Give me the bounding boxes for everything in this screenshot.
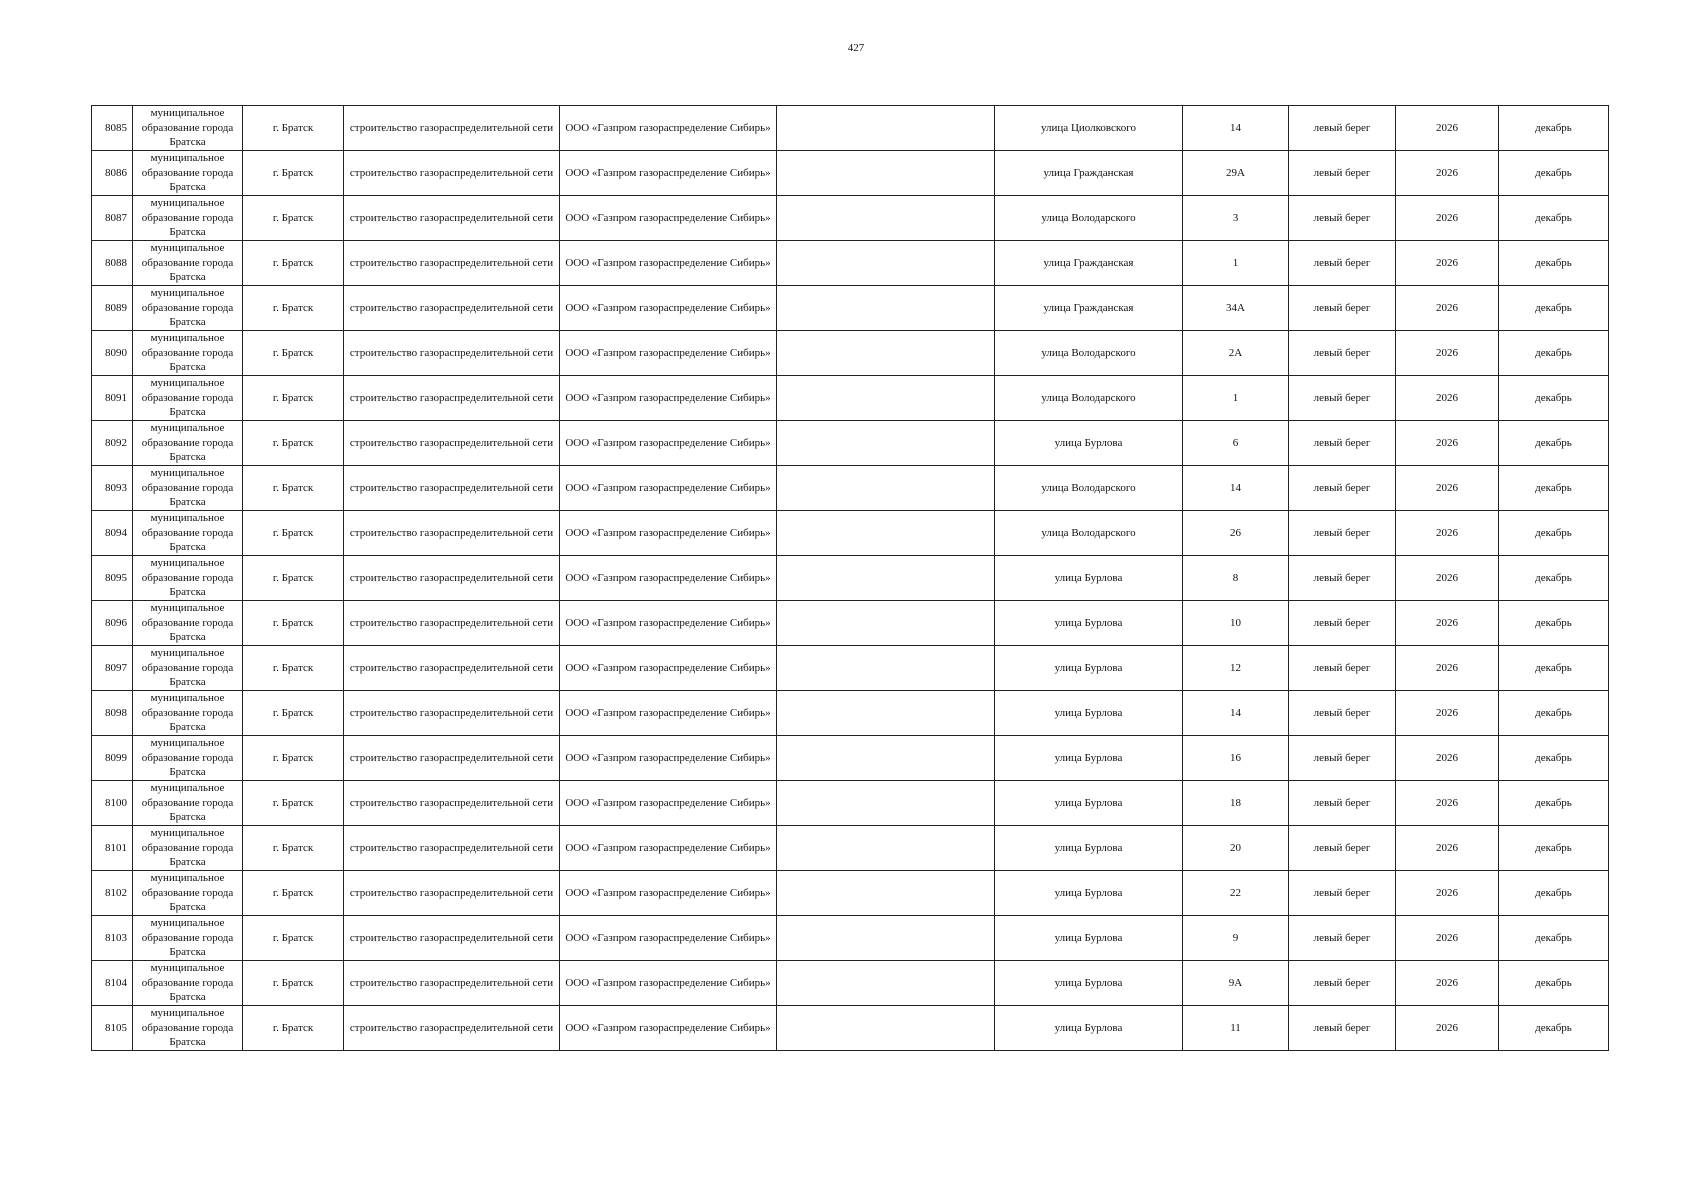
month-cell: декабрь	[1499, 466, 1609, 511]
settlement-cell: г. Братск	[243, 961, 344, 1006]
house-number-cell: 26	[1183, 511, 1289, 556]
operator-cell: ООО «Газпром газораспределение Сибирь»	[560, 1006, 777, 1051]
table-row	[92, 151, 1609, 196]
month-cell: декабрь	[1499, 106, 1609, 151]
house-number-cell: 2А	[1183, 331, 1289, 376]
street-cell: улица Володарского	[995, 196, 1183, 241]
empty-cell	[777, 376, 995, 421]
operator-cell: ООО «Газпром газораспределение Сибирь»	[560, 961, 777, 1006]
year-cell: 2026	[1396, 106, 1499, 151]
street-cell: улица Бурлова	[995, 1006, 1183, 1051]
street-cell: улица Володарского	[995, 466, 1183, 511]
settlement-cell: г. Братск	[243, 781, 344, 826]
empty-cell	[777, 961, 995, 1006]
month-cell: декабрь	[1499, 871, 1609, 916]
settlement-cell: г. Братск	[243, 421, 344, 466]
year-cell: 2026	[1396, 151, 1499, 196]
row-number-cell: 8105	[92, 1006, 133, 1051]
street-cell: улица Володарского	[995, 376, 1183, 421]
district-cell: левый берег	[1289, 331, 1396, 376]
year-cell: 2026	[1396, 1006, 1499, 1051]
settlement-cell: г. Братск	[243, 736, 344, 781]
house-number-cell: 18	[1183, 781, 1289, 826]
empty-cell	[777, 556, 995, 601]
empty-cell	[777, 196, 995, 241]
house-number-cell: 9	[1183, 916, 1289, 961]
street-cell: улица Бурлова	[995, 871, 1183, 916]
row-number-cell: 8086	[92, 151, 133, 196]
house-number-cell: 10	[1183, 601, 1289, 646]
operator-cell: ООО «Газпром газораспределение Сибирь»	[560, 736, 777, 781]
table-row	[92, 601, 1609, 646]
row-number-cell: 8090	[92, 331, 133, 376]
operator-cell: ООО «Газпром газораспределение Сибирь»	[560, 241, 777, 286]
table-row	[92, 556, 1609, 601]
year-cell: 2026	[1396, 196, 1499, 241]
district-cell: левый берег	[1289, 961, 1396, 1006]
operator-cell: ООО «Газпром газораспределение Сибирь»	[560, 826, 777, 871]
street-cell: улица Циолковского	[995, 106, 1183, 151]
year-cell: 2026	[1396, 871, 1499, 916]
empty-cell	[777, 601, 995, 646]
house-number-cell: 9А	[1183, 961, 1289, 1006]
house-number-cell: 3	[1183, 196, 1289, 241]
empty-cell	[777, 1006, 995, 1051]
table-row	[92, 511, 1609, 556]
municipality-cell: муниципальное образование города Братска	[133, 511, 243, 556]
empty-cell	[777, 736, 995, 781]
empty-cell	[777, 826, 995, 871]
work-type-cell: строительство газораспределительной сети	[344, 691, 560, 736]
empty-cell	[777, 331, 995, 376]
table-row	[92, 331, 1609, 376]
municipality-cell: муниципальное образование города Братска	[133, 781, 243, 826]
month-cell: декабрь	[1499, 331, 1609, 376]
settlement-cell: г. Братск	[243, 556, 344, 601]
street-cell: улица Бурлова	[995, 601, 1183, 646]
year-cell: 2026	[1396, 376, 1499, 421]
row-number-cell: 8085	[92, 106, 133, 151]
empty-cell	[777, 691, 995, 736]
month-cell: декабрь	[1499, 916, 1609, 961]
month-cell: декабрь	[1499, 241, 1609, 286]
settlement-cell: г. Братск	[243, 1006, 344, 1051]
street-cell: улица Бурлова	[995, 691, 1183, 736]
municipality-cell: муниципальное образование города Братска	[133, 556, 243, 601]
municipality-cell: муниципальное образование города Братска	[133, 961, 243, 1006]
year-cell: 2026	[1396, 961, 1499, 1006]
district-cell: левый берег	[1289, 601, 1396, 646]
table-row	[92, 961, 1609, 1006]
settlement-cell: г. Братск	[243, 601, 344, 646]
table-row	[92, 241, 1609, 286]
settlement-cell: г. Братск	[243, 691, 344, 736]
street-cell: улица Гражданская	[995, 286, 1183, 331]
year-cell: 2026	[1396, 511, 1499, 556]
municipality-cell: муниципальное образование города Братска	[133, 151, 243, 196]
month-cell: декабрь	[1499, 286, 1609, 331]
year-cell: 2026	[1396, 466, 1499, 511]
house-number-cell: 16	[1183, 736, 1289, 781]
year-cell: 2026	[1396, 601, 1499, 646]
row-number-cell: 8101	[92, 826, 133, 871]
house-number-cell: 1	[1183, 376, 1289, 421]
street-cell: улица Володарского	[995, 511, 1183, 556]
house-number-cell: 29А	[1183, 151, 1289, 196]
work-type-cell: строительство газораспределительной сети	[344, 601, 560, 646]
work-type-cell: строительство газораспределительной сети	[344, 871, 560, 916]
district-cell: левый берег	[1289, 511, 1396, 556]
house-number-cell: 6	[1183, 421, 1289, 466]
operator-cell: ООО «Газпром газораспределение Сибирь»	[560, 286, 777, 331]
district-cell: левый берег	[1289, 556, 1396, 601]
municipality-cell: муниципальное образование города Братска	[133, 241, 243, 286]
gasification-schedule-table	[91, 105, 1609, 1051]
settlement-cell: г. Братск	[243, 286, 344, 331]
row-number-cell: 8096	[92, 601, 133, 646]
district-cell: левый берег	[1289, 196, 1396, 241]
operator-cell: ООО «Газпром газораспределение Сибирь»	[560, 556, 777, 601]
street-cell: улица Бурлова	[995, 736, 1183, 781]
municipality-cell: муниципальное образование города Братска	[133, 196, 243, 241]
table-row	[92, 466, 1609, 511]
house-number-cell: 11	[1183, 1006, 1289, 1051]
district-cell: левый берег	[1289, 151, 1396, 196]
settlement-cell: г. Братск	[243, 511, 344, 556]
street-cell: улица Бурлова	[995, 421, 1183, 466]
row-number-cell: 8088	[92, 241, 133, 286]
row-number-cell: 8094	[92, 511, 133, 556]
district-cell: левый берег	[1289, 241, 1396, 286]
work-type-cell: строительство газораспределительной сети	[344, 286, 560, 331]
row-number-cell: 8104	[92, 961, 133, 1006]
table-row	[92, 1006, 1609, 1051]
municipality-cell: муниципальное образование города Братска	[133, 106, 243, 151]
municipality-cell: муниципальное образование города Братска	[133, 331, 243, 376]
year-cell: 2026	[1396, 331, 1499, 376]
table-body	[92, 106, 1609, 1051]
work-type-cell: строительство газораспределительной сети	[344, 511, 560, 556]
municipality-cell: муниципальное образование города Братска	[133, 691, 243, 736]
municipality-cell: муниципальное образование города Братска	[133, 736, 243, 781]
month-cell: декабрь	[1499, 781, 1609, 826]
empty-cell	[777, 781, 995, 826]
district-cell: левый берег	[1289, 1006, 1396, 1051]
house-number-cell: 20	[1183, 826, 1289, 871]
work-type-cell: строительство газораспределительной сети	[344, 1006, 560, 1051]
work-type-cell: строительство газораспределительной сети	[344, 826, 560, 871]
house-number-cell: 14	[1183, 466, 1289, 511]
district-cell: левый берег	[1289, 106, 1396, 151]
street-cell: улица Бурлова	[995, 961, 1183, 1006]
table-row	[92, 916, 1609, 961]
row-number-cell: 8095	[92, 556, 133, 601]
year-cell: 2026	[1396, 286, 1499, 331]
settlement-cell: г. Братск	[243, 466, 344, 511]
year-cell: 2026	[1396, 781, 1499, 826]
house-number-cell: 1	[1183, 241, 1289, 286]
work-type-cell: строительство газораспределительной сети	[344, 646, 560, 691]
municipality-cell: муниципальное образование города Братска	[133, 916, 243, 961]
month-cell: декабрь	[1499, 151, 1609, 196]
month-cell: декабрь	[1499, 376, 1609, 421]
work-type-cell: строительство газораспределительной сети	[344, 196, 560, 241]
operator-cell: ООО «Газпром газораспределение Сибирь»	[560, 871, 777, 916]
table-row	[92, 196, 1609, 241]
house-number-cell: 22	[1183, 871, 1289, 916]
district-cell: левый берег	[1289, 466, 1396, 511]
district-cell: левый берег	[1289, 916, 1396, 961]
operator-cell: ООО «Газпром газораспределение Сибирь»	[560, 196, 777, 241]
table-row	[92, 106, 1609, 151]
row-number-cell: 8103	[92, 916, 133, 961]
work-type-cell: строительство газораспределительной сети	[344, 241, 560, 286]
table-row	[92, 691, 1609, 736]
settlement-cell: г. Братск	[243, 376, 344, 421]
row-number-cell: 8087	[92, 196, 133, 241]
street-cell: улица Бурлова	[995, 646, 1183, 691]
street-cell: улица Бурлова	[995, 916, 1183, 961]
settlement-cell: г. Братск	[243, 916, 344, 961]
work-type-cell: строительство газораспределительной сети	[344, 781, 560, 826]
page-number: 427	[847, 42, 865, 54]
operator-cell: ООО «Газпром газораспределение Сибирь»	[560, 781, 777, 826]
row-number-cell: 8091	[92, 376, 133, 421]
table-row	[92, 646, 1609, 691]
month-cell: декабрь	[1499, 691, 1609, 736]
district-cell: левый берег	[1289, 646, 1396, 691]
row-number-cell: 8099	[92, 736, 133, 781]
work-type-cell: строительство газораспределительной сети	[344, 961, 560, 1006]
empty-cell	[777, 151, 995, 196]
settlement-cell: г. Братск	[243, 196, 344, 241]
house-number-cell: 34А	[1183, 286, 1289, 331]
empty-cell	[777, 511, 995, 556]
month-cell: декабрь	[1499, 961, 1609, 1006]
street-cell: улица Бурлова	[995, 556, 1183, 601]
house-number-cell: 14	[1183, 106, 1289, 151]
operator-cell: ООО «Газпром газораспределение Сибирь»	[560, 376, 777, 421]
operator-cell: ООО «Газпром газораспределение Сибирь»	[560, 511, 777, 556]
district-cell: левый берег	[1289, 736, 1396, 781]
table-row	[92, 286, 1609, 331]
work-type-cell: строительство газораспределительной сети	[344, 106, 560, 151]
month-cell: декабрь	[1499, 646, 1609, 691]
month-cell: декабрь	[1499, 511, 1609, 556]
street-cell: улица Гражданская	[995, 241, 1183, 286]
row-number-cell: 8089	[92, 286, 133, 331]
settlement-cell: г. Братск	[243, 106, 344, 151]
municipality-cell: муниципальное образование города Братска	[133, 601, 243, 646]
table-row	[92, 421, 1609, 466]
district-cell: левый берег	[1289, 691, 1396, 736]
month-cell: декабрь	[1499, 556, 1609, 601]
work-type-cell: строительство газораспределительной сети	[344, 421, 560, 466]
row-number-cell: 8092	[92, 421, 133, 466]
empty-cell	[777, 286, 995, 331]
municipality-cell: муниципальное образование города Братска	[133, 376, 243, 421]
street-cell: улица Гражданская	[995, 151, 1183, 196]
year-cell: 2026	[1396, 241, 1499, 286]
empty-cell	[777, 106, 995, 151]
municipality-cell: муниципальное образование города Братска	[133, 1006, 243, 1051]
district-cell: левый берег	[1289, 871, 1396, 916]
year-cell: 2026	[1396, 556, 1499, 601]
operator-cell: ООО «Газпром газораспределение Сибирь»	[560, 331, 777, 376]
month-cell: декабрь	[1499, 736, 1609, 781]
operator-cell: ООО «Газпром газораспределение Сибирь»	[560, 646, 777, 691]
house-number-cell: 12	[1183, 646, 1289, 691]
municipality-cell: муниципальное образование города Братска	[133, 646, 243, 691]
operator-cell: ООО «Газпром газораспределение Сибирь»	[560, 916, 777, 961]
operator-cell: ООО «Газпром газораспределение Сибирь»	[560, 466, 777, 511]
settlement-cell: г. Братск	[243, 331, 344, 376]
row-number-cell: 8100	[92, 781, 133, 826]
table-row	[92, 736, 1609, 781]
municipality-cell: муниципальное образование города Братска	[133, 826, 243, 871]
empty-cell	[777, 421, 995, 466]
district-cell: левый берег	[1289, 421, 1396, 466]
table-row	[92, 871, 1609, 916]
year-cell: 2026	[1396, 646, 1499, 691]
street-cell: улица Бурлова	[995, 781, 1183, 826]
work-type-cell: строительство газораспределительной сети	[344, 376, 560, 421]
settlement-cell: г. Братск	[243, 151, 344, 196]
street-cell: улица Володарского	[995, 331, 1183, 376]
year-cell: 2026	[1396, 826, 1499, 871]
empty-cell	[777, 241, 995, 286]
empty-cell	[777, 916, 995, 961]
month-cell: декабрь	[1499, 1006, 1609, 1051]
table-row	[92, 781, 1609, 826]
year-cell: 2026	[1396, 421, 1499, 466]
municipality-cell: муниципальное образование города Братска	[133, 466, 243, 511]
operator-cell: ООО «Газпром газораспределение Сибирь»	[560, 151, 777, 196]
month-cell: декабрь	[1499, 196, 1609, 241]
house-number-cell: 8	[1183, 556, 1289, 601]
district-cell: левый берег	[1289, 376, 1396, 421]
district-cell: левый берег	[1289, 826, 1396, 871]
table-row	[92, 826, 1609, 871]
month-cell: декабрь	[1499, 421, 1609, 466]
empty-cell	[777, 466, 995, 511]
settlement-cell: г. Братск	[243, 871, 344, 916]
work-type-cell: строительство газораспределительной сети	[344, 916, 560, 961]
municipality-cell: муниципальное образование города Братска	[133, 421, 243, 466]
work-type-cell: строительство газораспределительной сети	[344, 151, 560, 196]
row-number-cell: 8102	[92, 871, 133, 916]
row-number-cell: 8097	[92, 646, 133, 691]
municipality-cell: муниципальное образование города Братска	[133, 871, 243, 916]
district-cell: левый берег	[1289, 286, 1396, 331]
year-cell: 2026	[1396, 916, 1499, 961]
settlement-cell: г. Братск	[243, 241, 344, 286]
work-type-cell: строительство газораспределительной сети	[344, 466, 560, 511]
operator-cell: ООО «Газпром газораспределение Сибирь»	[560, 601, 777, 646]
month-cell: декабрь	[1499, 826, 1609, 871]
street-cell: улица Бурлова	[995, 826, 1183, 871]
work-type-cell: строительство газораспределительной сети	[344, 331, 560, 376]
empty-cell	[777, 871, 995, 916]
year-cell: 2026	[1396, 691, 1499, 736]
district-cell: левый берег	[1289, 781, 1396, 826]
row-number-cell: 8093	[92, 466, 133, 511]
work-type-cell: строительство газораспределительной сети	[344, 556, 560, 601]
house-number-cell: 14	[1183, 691, 1289, 736]
table-row	[92, 376, 1609, 421]
municipality-cell: муниципальное образование города Братска	[133, 286, 243, 331]
settlement-cell: г. Братск	[243, 646, 344, 691]
operator-cell: ООО «Газпром газораспределение Сибирь»	[560, 421, 777, 466]
row-number-cell: 8098	[92, 691, 133, 736]
empty-cell	[777, 646, 995, 691]
settlement-cell: г. Братск	[243, 826, 344, 871]
year-cell: 2026	[1396, 736, 1499, 781]
month-cell: декабрь	[1499, 601, 1609, 646]
operator-cell: ООО «Газпром газораспределение Сибирь»	[560, 691, 777, 736]
work-type-cell: строительство газораспределительной сети	[344, 736, 560, 781]
operator-cell: ООО «Газпром газораспределение Сибирь»	[560, 106, 777, 151]
